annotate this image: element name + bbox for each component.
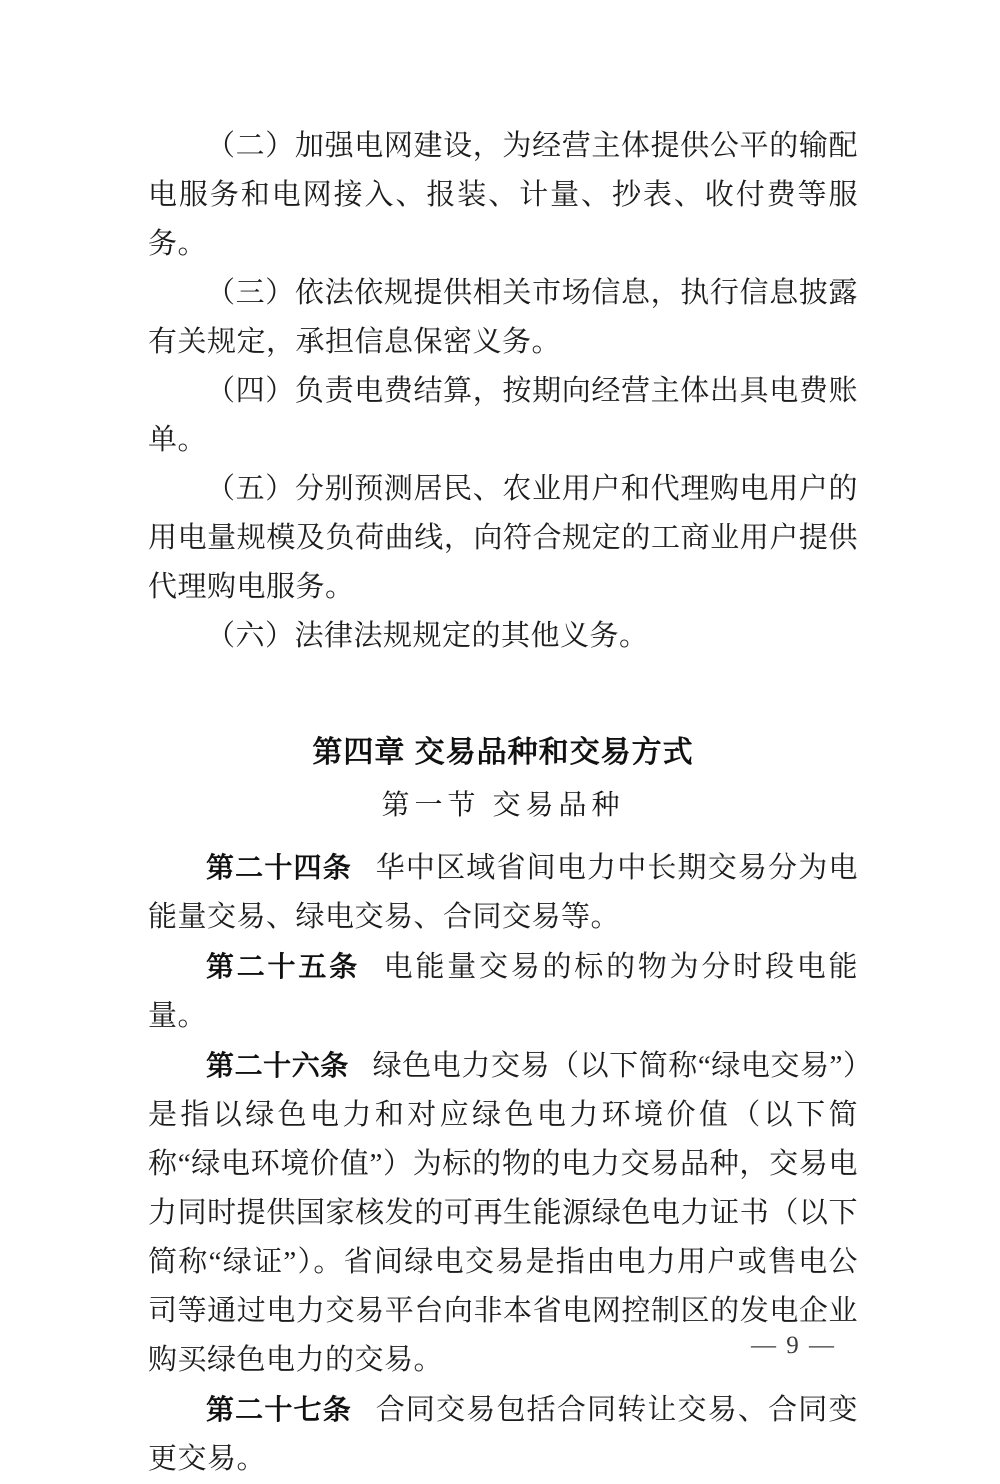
page-number: — 9 — bbox=[751, 1332, 836, 1359]
article-text-24: 华中区域省间电力中长期交易分为电能量交易、绿电交易、合同交易等。 bbox=[148, 852, 858, 933]
list-item-3: （三）依法依规提供相关市场信息，执行信息披露有关规定，承担信息保密义务。 bbox=[148, 277, 858, 358]
article-number-25: 第二十五条 bbox=[206, 951, 360, 982]
list-item-4: （四）负责电费结算，按期向经营主体出具电费账单。 bbox=[148, 375, 858, 456]
article-paragraph-27 bbox=[148, 1385, 858, 1484]
article-number-27: 第二十七条 bbox=[206, 1394, 352, 1425]
article-text-26: 绿色电力交易（以下简称“绿电交易”）是指以绿色电力和对应绿色电力环境价值（以下简称“绿电环境价值”）为标的物的电力交易品种，交易电力同时提供国家核发的可再生能源绿色电力证书（以下简称“绿证”）。省间绿电交易是指由电力用户或售电公司等通过电力交易平台向非本省电网控制区的发电企业购买绿色电力的交易。 bbox=[148, 1050, 858, 1376]
article-paragraph-25 bbox=[148, 942, 858, 1041]
article-number-24: 第二十四条 bbox=[206, 852, 352, 883]
list-item-6: （六）法律法规规定的其他义务。 bbox=[206, 620, 649, 652]
section-heading: 第一节 交易品种 bbox=[381, 790, 625, 821]
article-text-27: 合同交易包括合同转让交易、合同变更交易。 bbox=[148, 1394, 858, 1475]
article-paragraph-24 bbox=[148, 843, 858, 942]
list-item-5: （五）分别预测居民、农业用户和代理购电用户的用电量规模及负荷曲线，向符合规定的工商业用户提供代理购电服务。 bbox=[148, 473, 858, 603]
chapter-heading: 第四章 交易品种和交易方式 bbox=[312, 736, 694, 769]
document-content bbox=[148, 122, 858, 1484]
article-number-26: 第二十六条 bbox=[206, 1050, 349, 1081]
list-item-2: （二）加强电网建设，为经营主体提供公平的输配电服务和电网接入、报装、计量、抄表、收付费等服务。 bbox=[148, 130, 858, 260]
article-text-25: 电能量交易的标的物为分时段电能量。 bbox=[148, 951, 858, 1032]
